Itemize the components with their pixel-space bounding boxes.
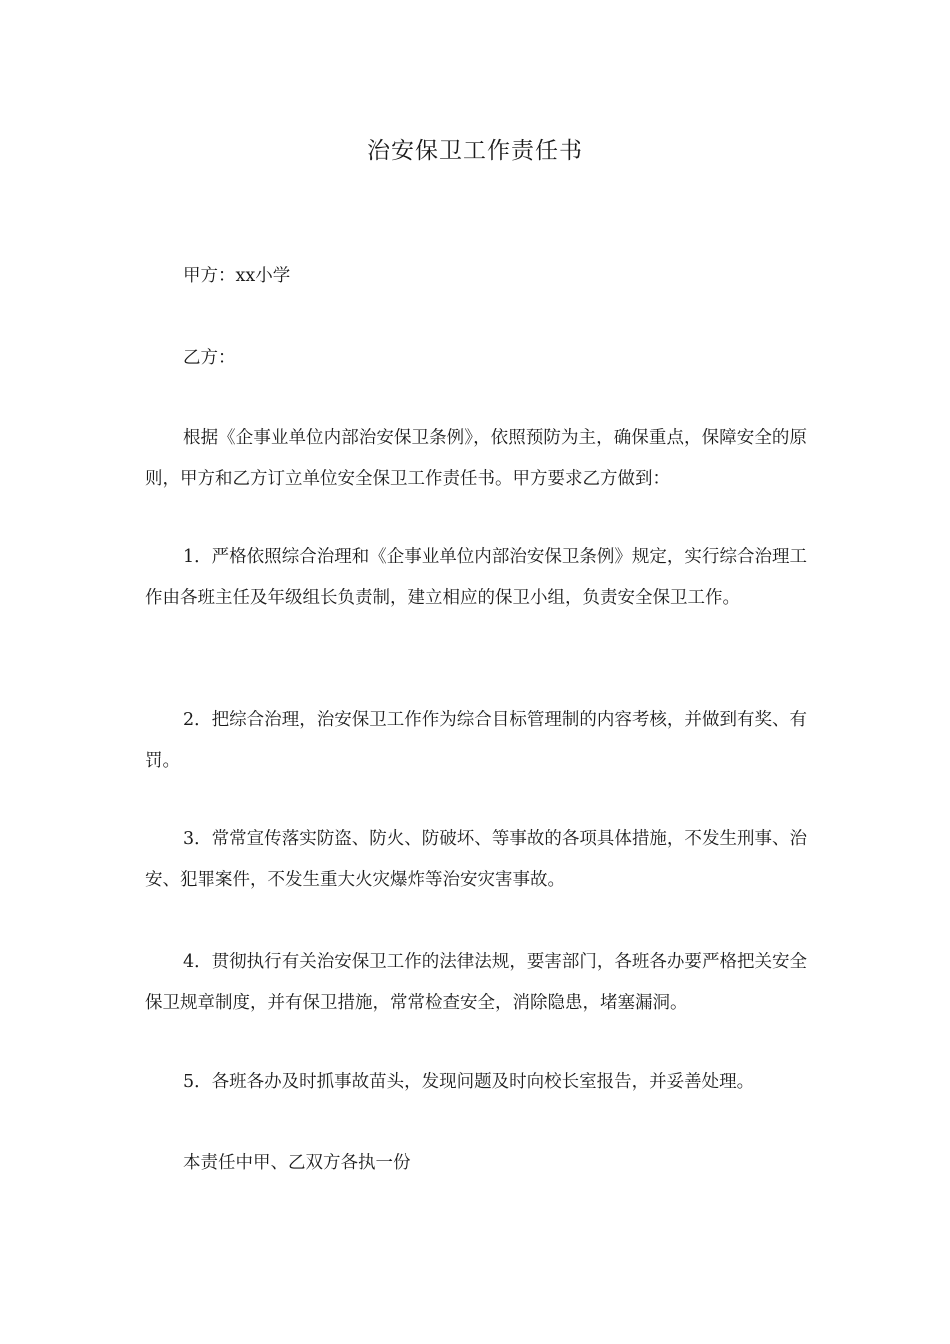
- clause-4: 4．贯彻执行有关治安保卫工作的法律法规，要害部门，各班各办要严格把关安全保卫规章制度，并有保卫措施，常常检查安全，消除隐患，堵塞漏洞。: [145, 952, 807, 1013]
- party-b-line: 乙方：: [183, 348, 236, 368]
- party-a-line: 甲方：xx小学: [183, 266, 291, 286]
- clause-5: 5．各班各办及时抓事故苗头，发现问题及时向校长室报告，并妥善处理。: [183, 1072, 755, 1092]
- closing-line: 本责任中甲、乙双方各执一份: [183, 1153, 411, 1173]
- intro-paragraph: 根据《企事业单位内部治安保卫条例》，依照预防为主，确保重点，保障安全的原则，甲方和乙方订立单位安全保卫工作责任书。甲方要求乙方做到：: [145, 428, 807, 489]
- clause-1: 1．严格依照综合治理和《企事业单位内部治安保卫条例》规定，实行综合治理工作由各班主任及年级组长负责制，建立相应的保卫小组，负责安全保卫工作。: [145, 547, 807, 608]
- clause-3: 3．常常宣传落实防盗、防火、防破坏、等事故的各项具体措施，不发生刑事、治安、犯罪案件，不发生重大火灾爆炸等治安灾害事故。: [145, 829, 807, 890]
- document-title: 治安保卫工作责任书: [367, 138, 583, 164]
- clause-2: 2．把综合治理，治安保卫工作作为综合目标管理制的内容考核，并做到有奖、有罚。: [145, 710, 807, 771]
